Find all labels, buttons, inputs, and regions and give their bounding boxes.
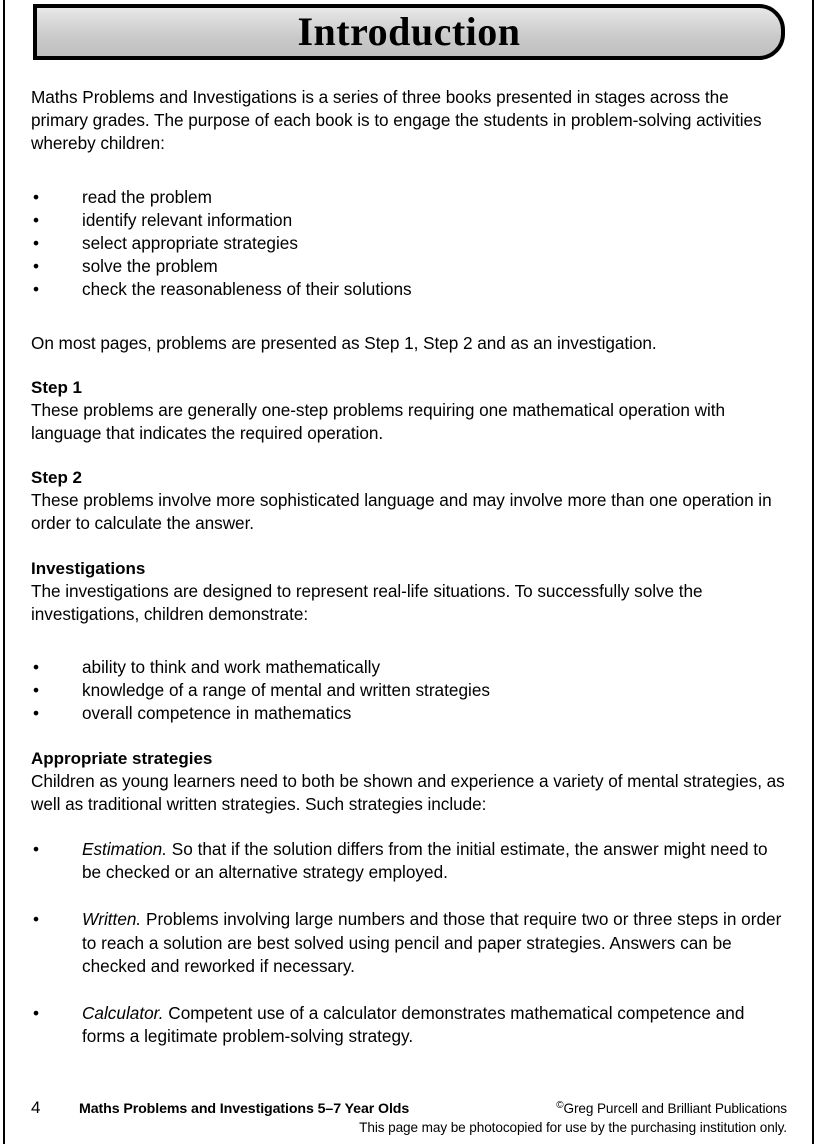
footer-book-title: Maths Problems and Investigations 5–7 Year Olds	[79, 1101, 410, 1117]
list-item	[31, 1002, 787, 1048]
list-item	[31, 209, 787, 232]
section-heading-investigations: Investigations	[31, 558, 146, 578]
list-item-label: identify relevant information	[82, 209, 293, 230]
section-heading-step-2: Step 2	[31, 468, 83, 488]
bullet-icon: •	[33, 279, 40, 300]
page-title: Introduction	[297, 9, 521, 54]
list-item-lead: Written.	[82, 909, 142, 930]
intro-bullet-list	[31, 186, 787, 302]
page-footer	[31, 1097, 787, 1137]
page-border-right	[812, 0, 814, 1144]
bullet-icon: •	[33, 839, 40, 860]
list-item	[31, 838, 787, 884]
section-body-investigations: The investigations are designed to represent real-life situations. To successfully solve the investigations, children demonstrate:	[31, 580, 703, 624]
spacer	[31, 816, 787, 838]
list-item	[31, 702, 787, 725]
list-item-lead: Calculator.	[82, 1003, 164, 1024]
footer-photocopy-notice: This page may be photocopied for use by the purchasing institution only.	[359, 1120, 787, 1135]
list-item-label: knowledge of a range of mental and written strategies	[82, 680, 490, 701]
section-heading-step-1: Step 1	[31, 377, 83, 397]
section-heading-appropriate-strategies: Appropriate strategies	[31, 748, 213, 768]
page-content	[31, 86, 787, 1048]
list-item-label: ability to think and work mathematically	[82, 657, 381, 678]
investigations-bullet-list	[31, 656, 787, 726]
bullet-icon: •	[33, 1003, 40, 1024]
footer-copyright	[556, 1097, 787, 1118]
footer-primary-row	[31, 1097, 787, 1118]
list-item-label: Competent use of a calculator demonstrates mathematical competence and forms a legitimate problem-solving strategy.	[82, 1003, 745, 1047]
list-item	[31, 255, 787, 278]
intro-paragraph: Maths Problems and Investigations is a series of three books presented in stages across the primary grades. The purpose of each book is to engage the students in problem-solving activities whereby children:	[31, 87, 762, 154]
bullet-icon: •	[33, 233, 40, 254]
spacer	[31, 156, 787, 186]
on-most-pages-paragraph: On most pages, problems are presented as Step 1, Step 2 and as an investigation.	[31, 332, 657, 353]
list-item-label: check the reasonableness of their solutions	[82, 279, 412, 300]
bullet-icon: •	[33, 703, 40, 724]
spacer	[31, 726, 787, 748]
bullet-icon: •	[33, 657, 40, 678]
list-item-label: solve the problem	[82, 256, 218, 277]
list-item	[31, 908, 787, 978]
spacer	[31, 536, 787, 558]
page-border-left	[3, 0, 5, 1144]
bullet-icon: •	[33, 186, 40, 207]
bullet-icon: •	[33, 680, 40, 701]
list-item	[31, 679, 787, 702]
list-item-label: Problems involving large numbers and those that require two or three steps in order to reach a solution are best solved using pencil and paper strategies. Answers can be checked and reworked if necessary.	[82, 909, 782, 976]
list-item-label: overall competence in mathematics	[82, 703, 352, 724]
list-item-label: select appropriate strategies	[82, 233, 298, 254]
spacer	[31, 626, 787, 656]
list-item-lead: Estimation.	[82, 839, 168, 860]
bullet-icon: •	[33, 909, 40, 930]
footer-copyright-text: Greg Purcell and Brilliant Publications	[563, 1101, 787, 1116]
spacer	[31, 355, 787, 377]
section-body-step-1: These problems are generally one-step problems requiring one mathematical operation with language that indicates the required operation.	[31, 399, 725, 444]
section-body-appropriate-strategies: Children as young learners need to both be shown and experience a variety of mental strategies, as well as traditional written strategies. Such strategies include:	[31, 770, 785, 814]
section-body-step-2: These problems involve more sophisticated language and may involve more than one operation in order to calculate the answer.	[31, 490, 772, 534]
page-number: 4	[31, 1098, 41, 1117]
copyright-icon: ©	[556, 1100, 564, 1111]
list-item	[31, 656, 787, 679]
spacer	[31, 302, 787, 332]
list-item	[31, 278, 787, 301]
bullet-icon: •	[33, 256, 40, 277]
list-item	[31, 186, 787, 209]
list-item-label: So that if the solution differs from the initial estimate, the answer might need to be checked or an alternative strategy employed.	[82, 839, 768, 883]
list-item	[31, 232, 787, 255]
strategies-bullet-list	[31, 838, 787, 1048]
spacer	[31, 445, 787, 467]
page-title-banner	[33, 4, 785, 60]
list-item-label: read the problem	[82, 186, 212, 207]
bullet-icon: •	[33, 209, 40, 230]
